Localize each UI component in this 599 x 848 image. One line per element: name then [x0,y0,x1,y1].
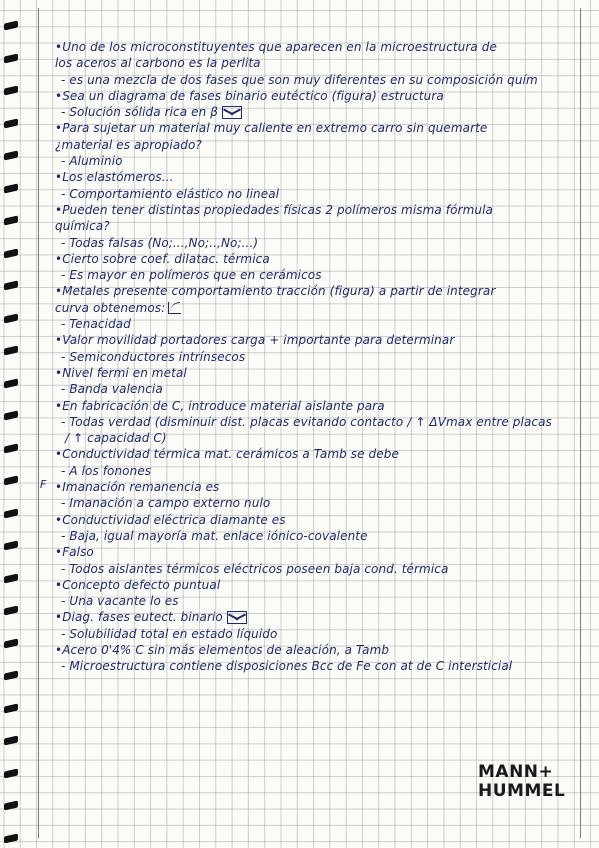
stress-strain-curve-icon [168,302,181,314]
spiral-ring [4,248,18,258]
margin-mark: F [40,478,47,491]
note-text: Conductividad térmica mat. cerámicos a Tamb se debe [62,447,399,462]
answer-line [55,235,580,251]
phase-diagram-sketch-icon [227,611,247,624]
brand-line-1: MANN+ [478,762,554,782]
question-line [55,577,580,593]
answer-line [55,267,580,283]
note-text: curva obtenemos: [55,300,166,315]
spiral-ring [4,476,18,486]
note-text: Falso [62,545,94,560]
spiral-ring [4,151,18,161]
note-text: - Todos aislantes térmicos eléctricos poseen baja cond. térmica [61,561,449,576]
note-text: - Microestructura contiene disposiciones Bcc de Fe con at de C intersticial [61,659,513,674]
note-text: Los elastómeros... [62,170,174,185]
answer-line [55,349,580,365]
question-line [55,609,580,625]
answer-line [55,72,580,88]
spiral-ring [4,443,18,453]
note-text: los aceros al carbono es la perlita [55,56,261,71]
spiral-ring [4,378,18,388]
answer-line [55,495,580,511]
spiral-ring [4,638,18,648]
note-text: química? [55,219,110,234]
note-text: ¿material es apropiado? [55,137,202,152]
answer-line [55,381,580,397]
note-text: - Tenacidad [61,317,131,332]
continuation-line [55,55,580,71]
answer-line [55,658,580,674]
question-line [55,398,580,414]
question-line [55,544,580,560]
note-text: Cierto sobre coef. dilatac. térmica [62,251,270,266]
spiral-ring [4,736,18,746]
continuation-line [55,300,580,316]
note-text: - Baja, igual mayoría mat. enlace iónico-covalente [61,528,368,543]
spiral-ring [4,21,18,31]
note-text: - Una vacante lo es [61,594,179,609]
continuation-line [55,218,580,234]
note-text: En fabricación de C, introduce material aislante para [62,398,385,413]
note-text: Conductividad eléctrica diamante es [62,512,286,527]
note-text: - Es mayor en polímeros que en cerámicos [61,268,322,283]
spiral-ring [4,216,18,226]
question-line [55,642,580,658]
question-line [55,365,580,381]
spiral-ring [4,313,18,323]
note-text: Metales presente comportamiento tracción (figura) a partir de integrar [62,284,496,299]
question-line [55,479,580,495]
continuation-line [55,137,580,153]
brand-line-2: HUMMEL [478,781,566,801]
handwritten-notes [55,39,580,675]
answer-line [55,186,580,202]
answer-line [55,316,580,332]
spiral-ring [4,541,18,551]
note-text: - Comportamiento elástico no lineal [61,186,280,201]
continuation-line [55,430,580,446]
note-text: - Todas falsas (No;...,No;..,No;...) [61,235,259,250]
answer-line [55,528,580,544]
spiral-binding [0,0,30,848]
note-text: Diag. fases eutect. binario [62,610,223,625]
spiral-ring [4,118,18,128]
page-left-border [38,8,39,838]
spiral-ring [4,346,18,356]
note-text: Valor movilidad portadores carga + importante para determinar [62,333,455,348]
answer-line [55,593,580,609]
spiral-ring [4,768,18,778]
note-text: Nivel fermi en metal [62,365,187,380]
spiral-ring [4,53,18,63]
question-line [55,512,580,528]
question-line [55,283,580,299]
phase-diagram-sketch-icon [222,106,242,119]
answer-line [55,104,580,120]
question-line [55,39,580,55]
note-text: Acero 0'4% C sin más elementos de aleación, a Tamb [62,642,390,657]
spiral-ring [4,86,18,96]
note-text: Imanación remanencia es [62,480,220,495]
note-text: - A los fonones [61,463,152,478]
brand-logo [478,763,565,801]
question-line [55,332,580,348]
note-text: - Aluminio [61,154,123,169]
answer-line [55,463,580,479]
note-text: Concepto defecto puntual [62,577,221,592]
spiral-ring [4,573,18,583]
question-line [55,88,580,104]
note-text: - Semiconductores intrínsecos [61,349,246,364]
note-text: Para sujetar un material muy caliente en extremo carro sin quemarte [62,121,488,136]
note-text: Uno de los microconstituyentes que aparecen en la microestructura de [62,40,497,54]
question-line [55,446,580,462]
spiral-ring [4,183,18,193]
spiral-ring [4,801,18,811]
answer-line [55,561,580,577]
spiral-ring [4,411,18,421]
answer-line [55,153,580,169]
question-line [55,169,580,185]
note-text: Sea un diagrama de fases binario eutéctico (figura) estructura [62,88,444,103]
note-text: Pueden tener distintas propiedades físicas 2 polímeros misma fórmula [62,202,493,217]
note-text: - es una mezcla de dos fases que son muy diferentes en su composición quím [61,72,538,87]
question-line [55,120,580,136]
note-text: - Todas verdad (disminuir dist. placas evitando contacto / ↑ ΔVmax entre placas [61,414,552,429]
note-text: - Solución sólida rica en β [61,105,218,120]
spiral-ring [4,606,18,616]
answer-line [55,414,580,430]
spiral-ring [4,508,18,518]
spiral-ring [4,833,18,843]
page-right-border [580,8,581,838]
question-line [55,202,580,218]
note-text: - Imanación a campo externo nulo [61,496,271,511]
note-text: / ↑ capacidad C) [65,431,167,446]
answer-line [55,626,580,642]
spiral-ring [4,281,18,291]
note-text: - Solubilidad total en estado líquido [61,626,278,641]
spiral-ring [4,703,18,713]
question-line [55,251,580,267]
spiral-ring [4,671,18,681]
note-text: - Banda valencia [61,382,163,397]
